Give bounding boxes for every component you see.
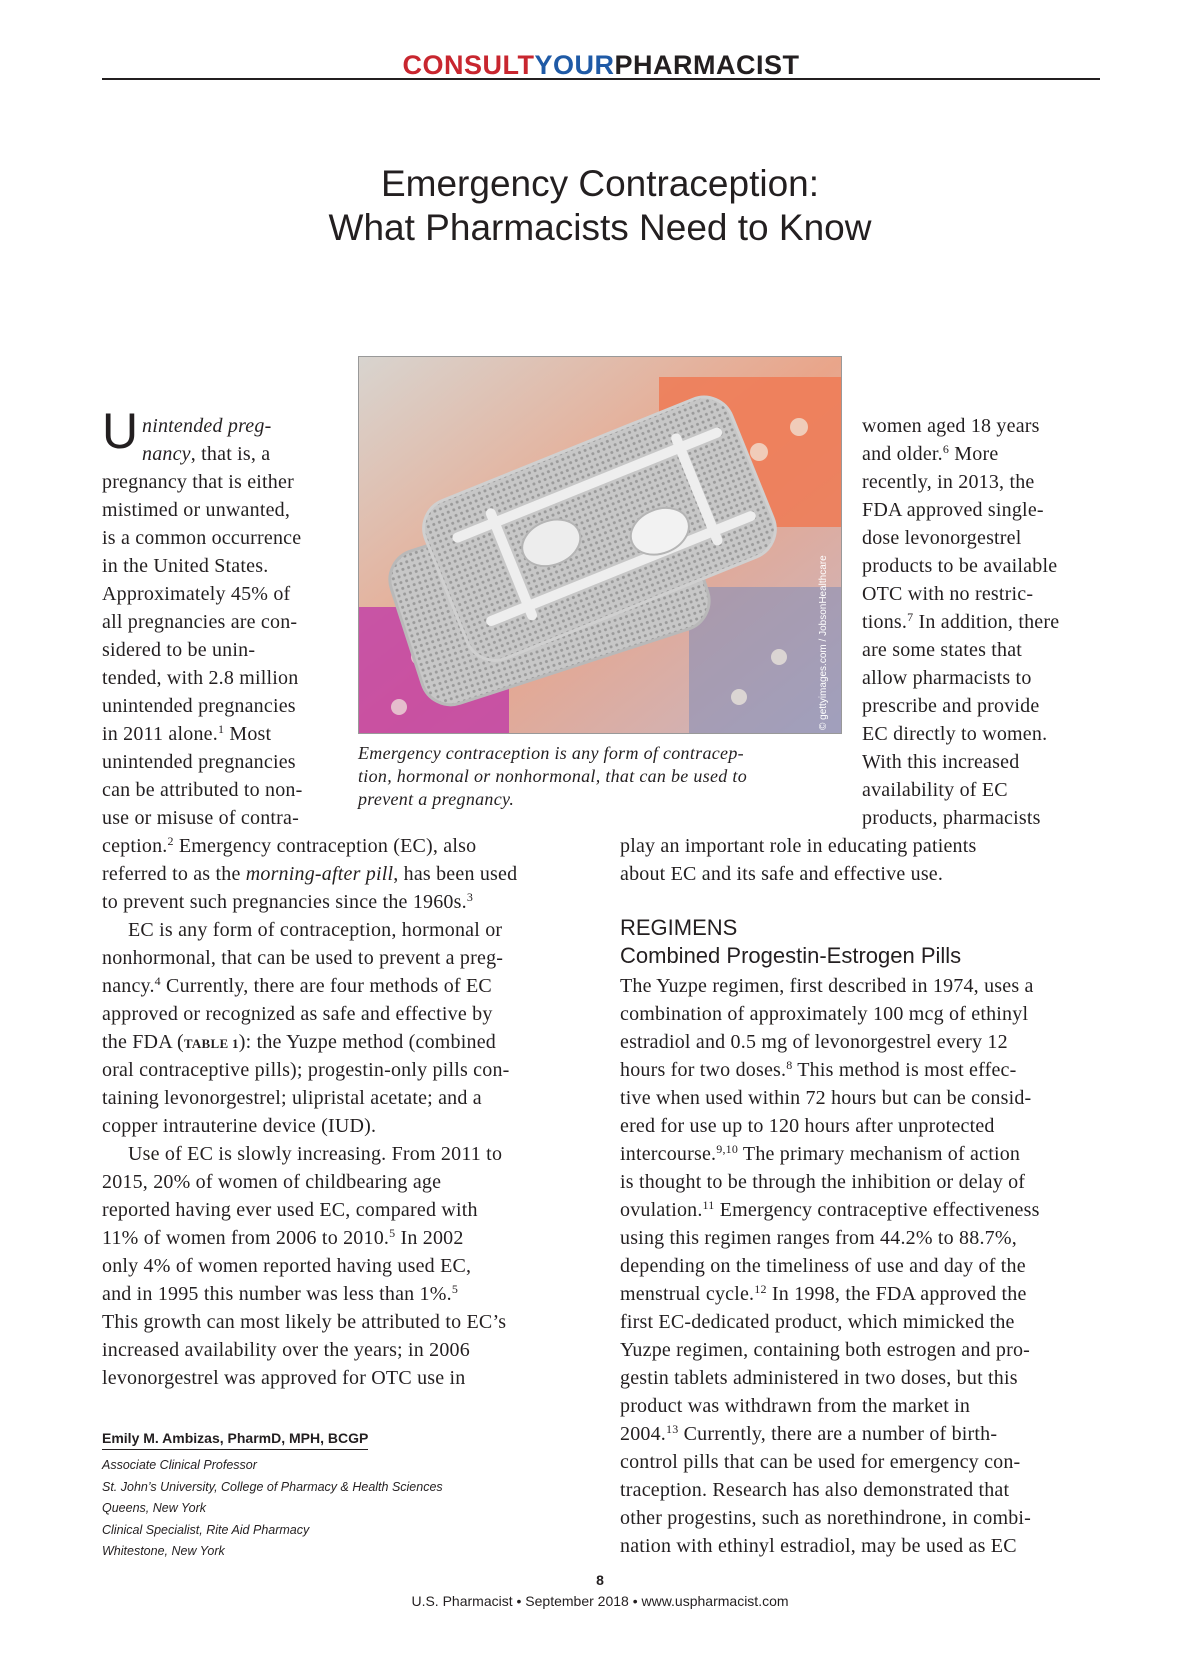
author-affiliation: Whitestone, New York: [102, 1544, 225, 1558]
intro-text: nintended preg- nancy, that is, a: [142, 415, 272, 465]
page-footer: [100, 1570, 1100, 1612]
author-affiliation: Clinical Specialist, Rite Aid Pharmacy: [102, 1522, 310, 1537]
publication-line: U.S. Pharmacist • September 2018 • www.uspharmacist.com: [411, 1593, 789, 1609]
photo-caption: Emergency contraception is any form of contracep- tion, hormonal or nonhormonal, that can be used to prevent a pregnancy.: [358, 743, 747, 809]
right-narrow-text: women aged 18 years and older.$^6$ More recently, in 2013, the FDA approved single- dose levonorgestrel products to be available OTC with no restric- tions.$^7$ In addition, there are some states that allow pharmacists to prescribe and provide EC directly to women. With this increased availability of EC products, pharmacists: [862, 415, 1060, 829]
blister-pack-illustration: [359, 357, 842, 734]
article-title: Emergency Contraception: What Pharmacists Need to Know: [328, 163, 872, 248]
subheading-combined-pills: Combined Progestin-Estrogen Pills: [620, 943, 962, 968]
running-header: [102, 50, 1100, 80]
right-column-text: The Yuzpe regimen, first described in 1974, uses a combination of approximately 100 mcg of ethinyl estradiol and 0.5 mg of levonorgestrel every 12 hours for two doses.$^8$ This method is most effec- tive when used within 72 hours but can be consid- ered for use up to 120 hours after unprotected intercourse.$^{9,10}$ The primary mechanism of action is thought to be through the inhibition or delay of ovulation.$^{11}$ Emergency contraceptive effectiveness using this regimen ranges from 44.2% to 88.7%, depending on the timeliness of use and day of the menstrual cycle.$^{12}$ In 1998, the FDA approved the first EC-dedicated product, which mimicked the Yuzpe regimen, containing both estrogen and pro- gestin tablets administered in two doses, but this product was withdrawn from the market in 2004.13 Currently, there are a number of birth- control pills that can be used for emergency con- traception. Research has also demonstrated that other progestins, such as norethindrone, in combi- nation with ethinyl estradiol, may be used as EC: [620, 975, 1040, 1557]
left-column-text: ception.$^2$ Emergency contraception (EC), also referred to as the morning-after pill, has been used to prevent such pregnancies since the 1960s.$^3$ EC is any form of contraception, hormonal or nonhormonal, that can be used to prevent a preg- nancy.$^4$ Currently, there are four methods of EC approved or recognized as safe and effective by the FDA (TABLE 1): the Yuzpe method (combined oral contraceptive pills); progestin-only pills con- taining levonorgestrel; ulipristal acetate; and a copper intrauterine device (IUD). Use of EC is slowly increasing. From 2011 to 2015, 20% of women of childbearing age reported having ever used EC, compared with 11% of women from 2006 to 2010.$^5$ In 2002 only 4% of women reported having used EC, and in 1995 this number was less than 1%.$^5$ This growth can most likely be attributed to EC’s increased availability over the years; in 2006 levonorgestrel was approved for OTC use in: [102, 834, 518, 1389]
photo-credit: © gettyimages.com / JobsonHealthcare: [818, 555, 829, 730]
right-column-intro: play an important role in educating patients about EC and its safe and effective use.: [620, 835, 977, 885]
section-heading-regimens: REGIMENS: [620, 915, 738, 940]
section-brand: CONSULTYOURPHARMACIST: [402, 50, 800, 80]
page-number: 8: [596, 1572, 604, 1588]
article-photo: [358, 356, 842, 734]
author-block: [102, 1428, 562, 1563]
author-affiliation: Associate Clinical Professor: [102, 1458, 257, 1472]
intro-text-cont: pregnancy that is either mistimed or unwanted, is a common occurrence in the United States. Approximately 45% of all pregnancies are con- sidered to be unin- tended, with 2.8 million unintended pregnancies in 2011 alone.$^1$ Most unintended pregnancies can be attributed to non- use or misuse of contra-: [102, 471, 303, 829]
author-affiliation: Queens, New York: [102, 1501, 206, 1515]
drop-cap: U: [102, 403, 139, 459]
author-affiliation: St. John’s University, College of Pharmacy & Health Sciences: [102, 1479, 443, 1494]
author-name: Emily M. Ambizas, PharmD, MPH, BCGP: [102, 1428, 368, 1450]
